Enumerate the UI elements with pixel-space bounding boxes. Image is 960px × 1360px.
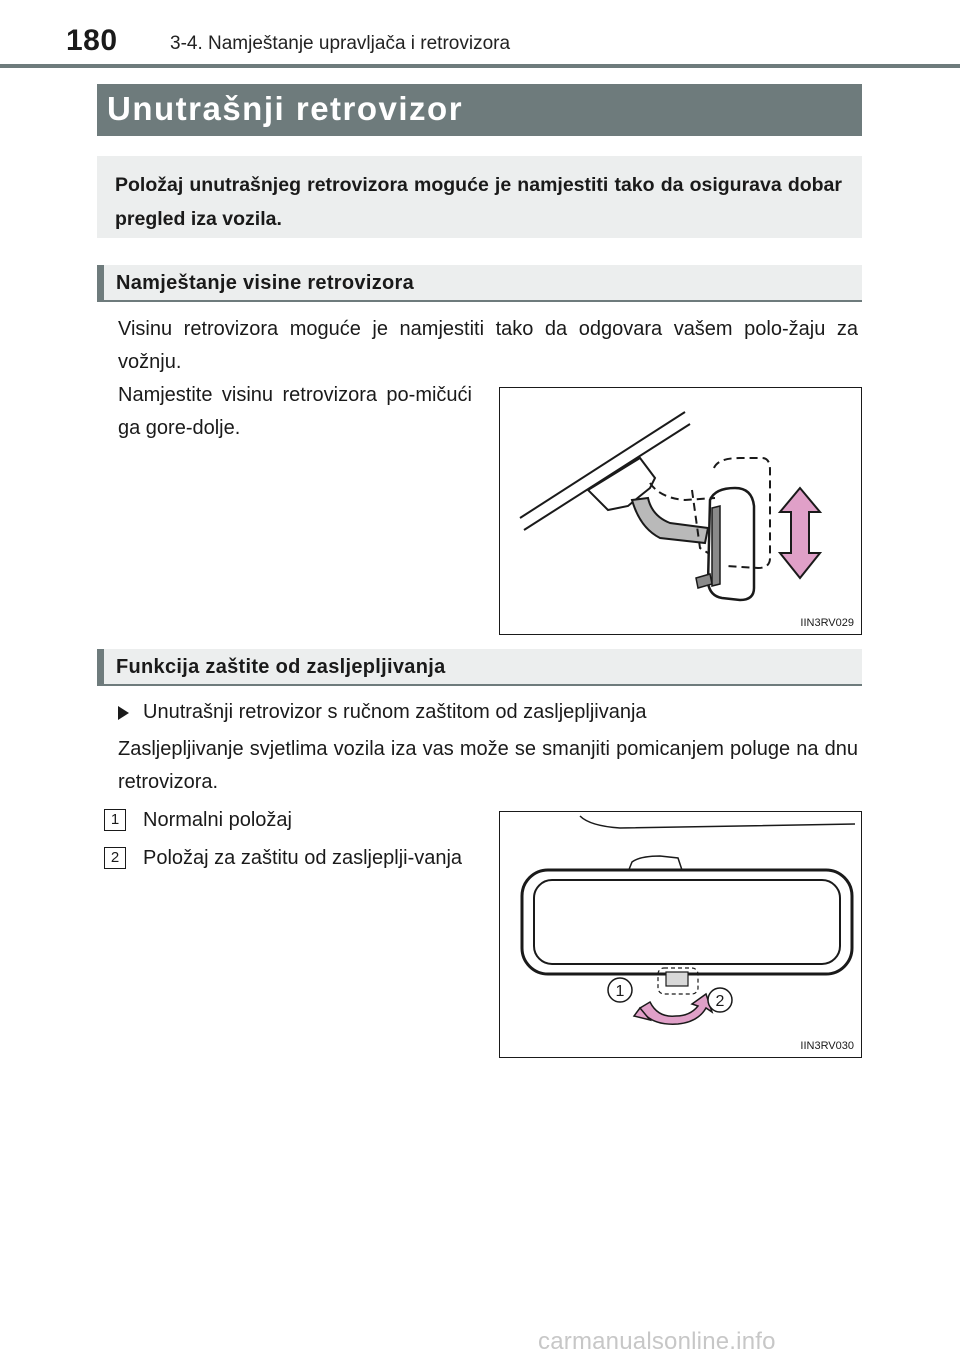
intro-box bbox=[97, 156, 862, 238]
chapter-title: 3-4. Namještanje upravljača i retrovizora bbox=[170, 33, 511, 54]
height-paragraph: Visinu retrovizora moguće je namjestiti tako da odgovara vašem polo-žaju za vožnju. bbox=[118, 318, 858, 373]
item-antiglare-position: Položaj za zaštitu od zasljeplji-vanja bbox=[143, 847, 463, 869]
page-number: 180 bbox=[66, 24, 118, 57]
subsection-heading-height bbox=[97, 265, 862, 302]
item-number-1: 1 bbox=[104, 809, 126, 831]
subsection-heading-antiglare-label: Funkcija zaštite od zasljepljivanja bbox=[116, 656, 446, 678]
antiglare-paragraph: Zasljepljivanje svjetlima vozila iza vas može se smanjiti pomicanjem poluge na dnu retrovizora. bbox=[118, 738, 858, 793]
callout-2: 2 bbox=[715, 993, 725, 1010]
section-title: Unutrašnji retrovizor bbox=[107, 90, 464, 127]
intro-text: Položaj unutrašnjeg retrovizora moguće je namjestiti tako da osigurava dobar pregled iza vozila. bbox=[115, 174, 842, 230]
bullet-arrow-icon bbox=[118, 706, 129, 720]
antiglare-bullet: Unutrašnji retrovizor s ručnom zaštitom od zasljepljivanja bbox=[143, 701, 647, 723]
figure-code-height: IIN3RV029 bbox=[800, 617, 854, 629]
header-divider bbox=[0, 64, 960, 68]
callout-1: 1 bbox=[615, 983, 625, 1000]
figure-mirror-antiglare bbox=[499, 811, 862, 1058]
section-title-bar bbox=[97, 84, 862, 136]
height-instruction: Namjestite visinu retrovizora po-mičući ga gore-dolje. bbox=[118, 384, 472, 439]
mirror-height-illustration bbox=[500, 388, 863, 636]
item-number-2: 2 bbox=[104, 847, 126, 869]
mirror-antiglare-illustration bbox=[500, 812, 863, 1059]
watermark: carmanualsonline.info bbox=[538, 1328, 776, 1355]
subsection-heading-antiglare bbox=[97, 649, 862, 686]
figure-mirror-height bbox=[499, 387, 862, 635]
subsection-heading-height-label: Namještanje visine retrovizora bbox=[116, 272, 415, 294]
figure-code-antiglare: IIN3RV030 bbox=[800, 1040, 854, 1052]
item-normal-position: Normalni položaj bbox=[143, 809, 292, 831]
